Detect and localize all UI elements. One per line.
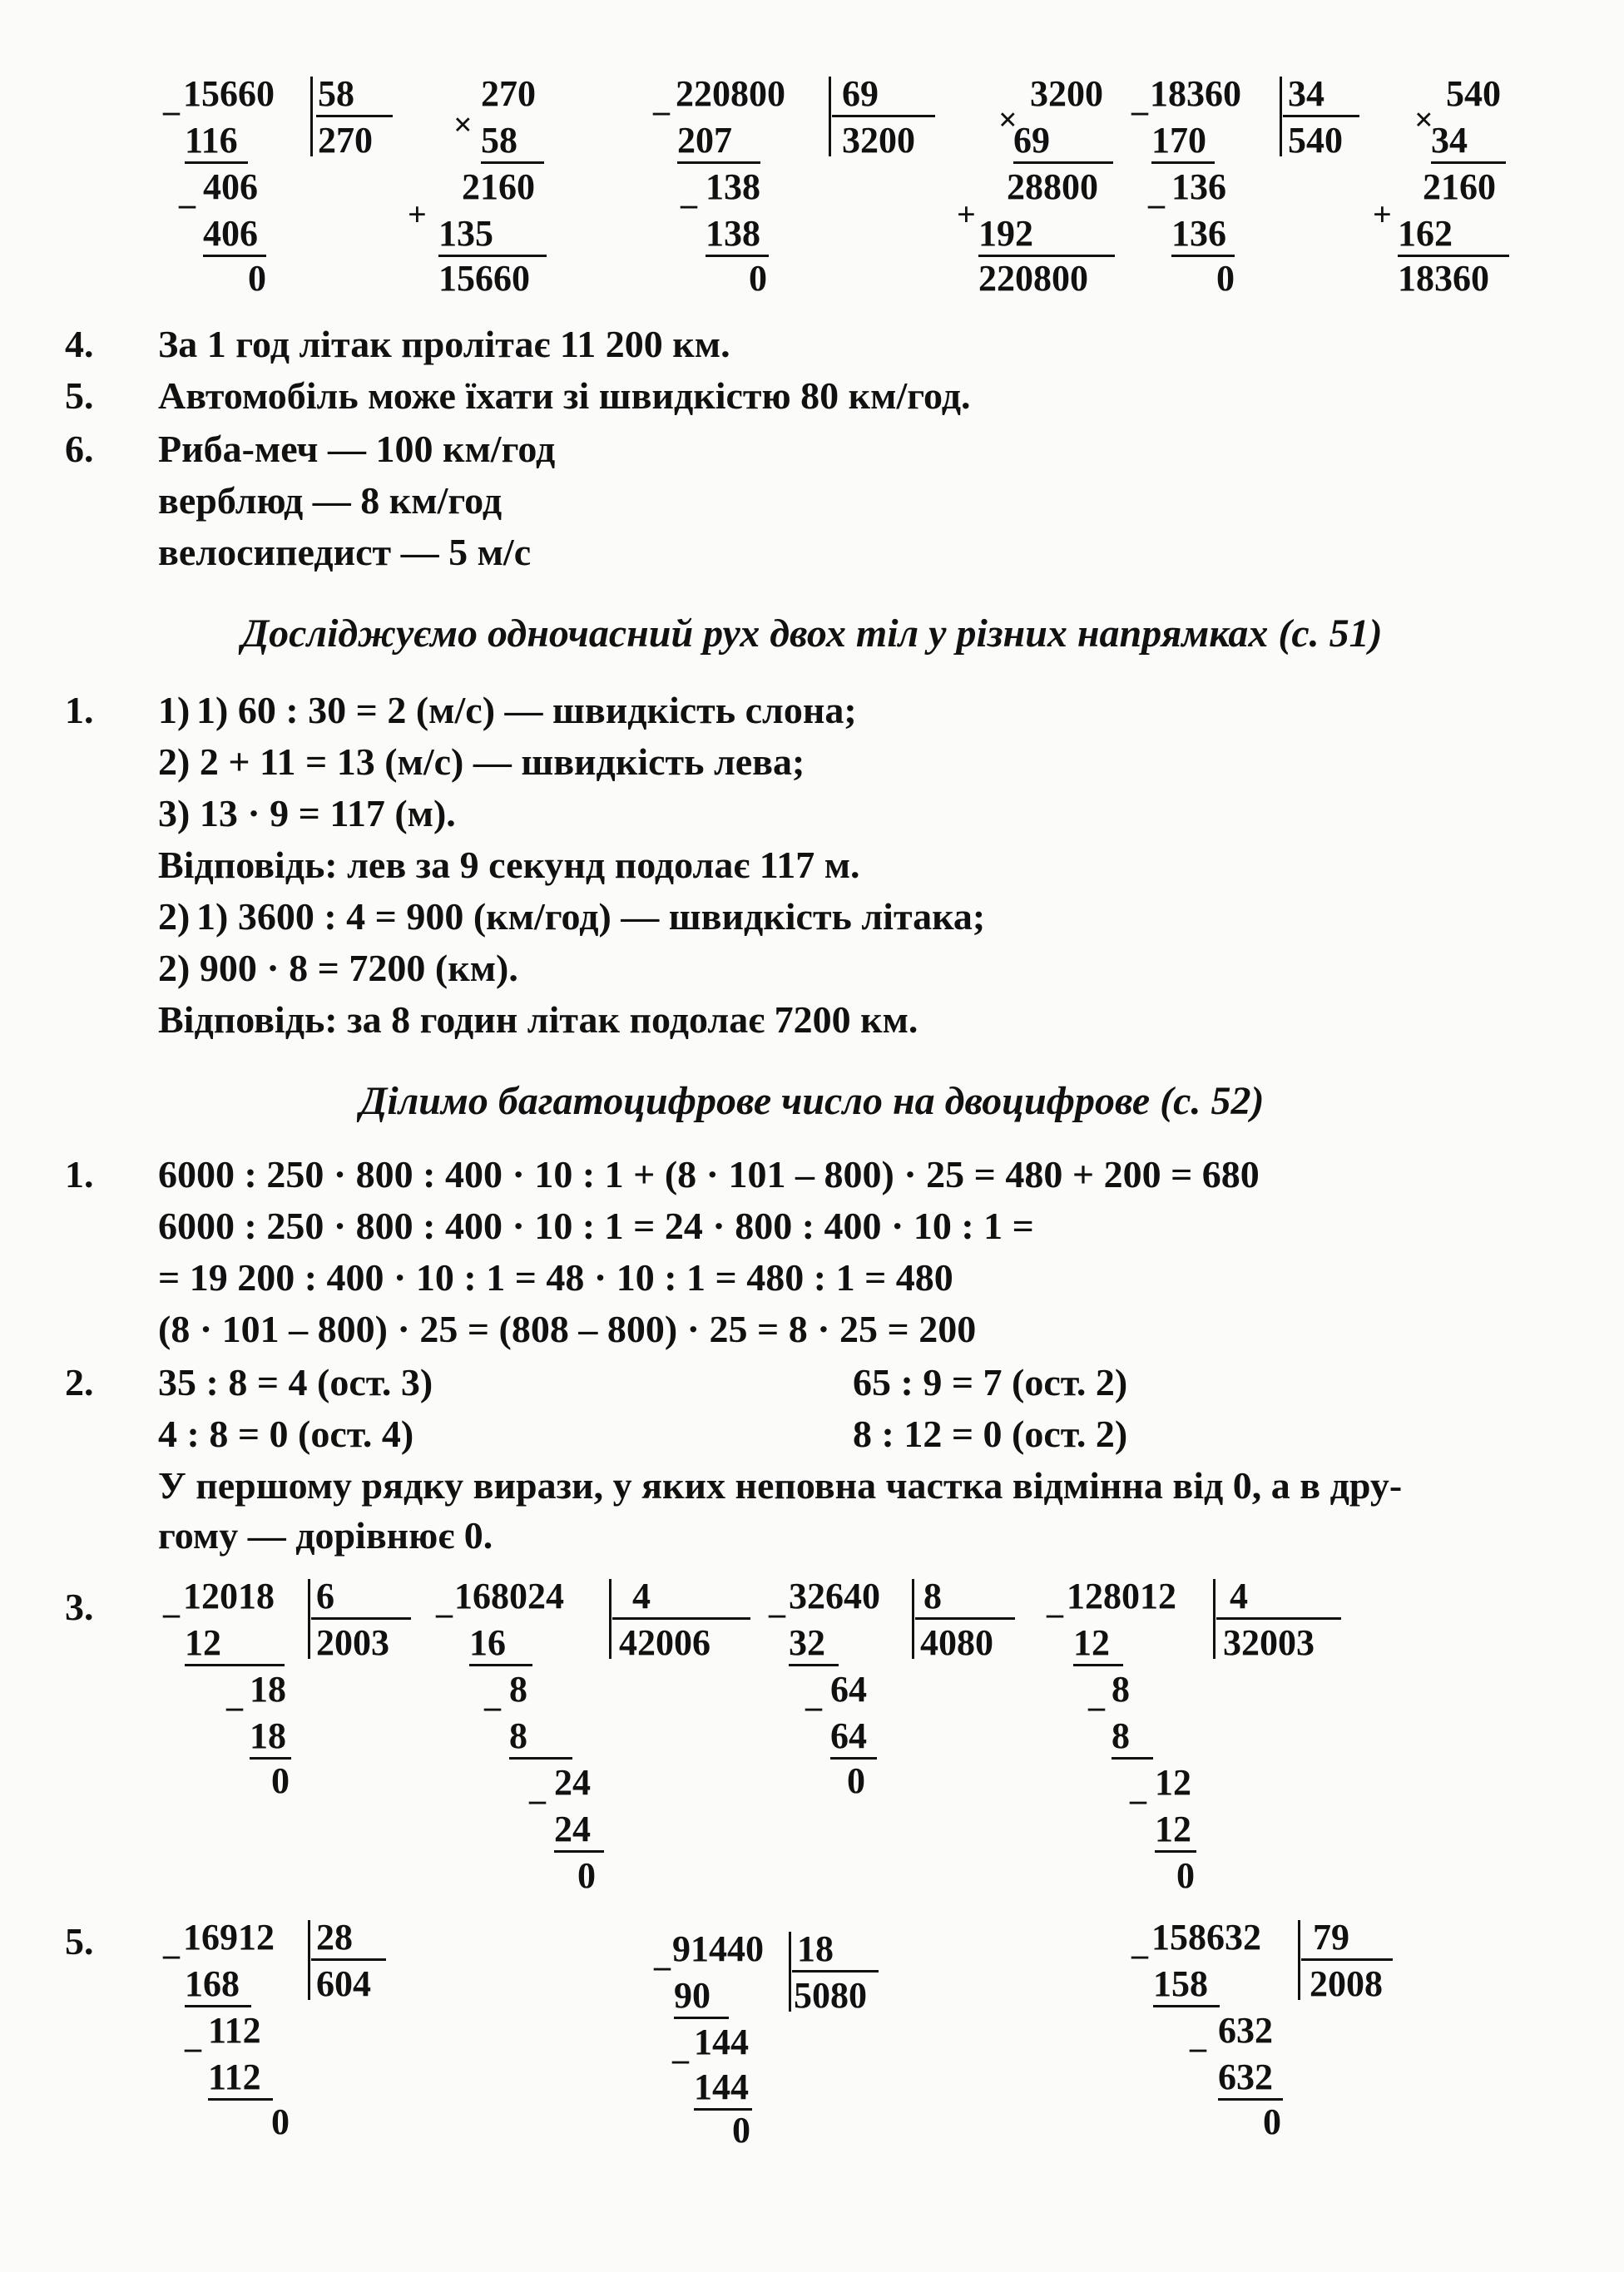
step: 0 xyxy=(1176,1855,1195,1896)
quotient: 604 xyxy=(316,1963,371,2004)
expression-line: 35 : 8 = 4 (ост. 3) xyxy=(158,1361,433,1403)
step: 12 xyxy=(1073,1622,1123,1666)
answer-line: Відповідь: за 8 годин літак подолає 7200 км. xyxy=(158,998,918,1041)
step: 0 xyxy=(732,2110,750,2151)
step: 632 xyxy=(1218,2057,1283,2101)
step: 112 xyxy=(208,2057,273,2101)
item-text: Автомобіль може їхати зі швидкістю 80 км/год. xyxy=(158,374,971,417)
step: 12 xyxy=(1155,1809,1196,1853)
step: 138 xyxy=(706,166,760,207)
step: 0 xyxy=(271,2101,290,2142)
step: 406 xyxy=(203,166,258,207)
step: 144 xyxy=(694,2022,749,2062)
step: 158 xyxy=(1153,1963,1220,2007)
step: 8 xyxy=(1112,1715,1153,1760)
step: 18 xyxy=(250,1715,291,1760)
conclusion-line: гому — дорівнює 0. xyxy=(158,1514,493,1557)
divisor: 34 xyxy=(1288,73,1324,114)
item-number: 4. xyxy=(65,323,94,365)
minus-sign: _ xyxy=(484,1676,501,1714)
expression-line: = 19 200 : 400 · 10 : 1 = 48 · 10 : 1 = 480 : 1 = 480 xyxy=(158,1256,953,1299)
dividend: 158632 xyxy=(1151,1917,1261,1958)
divisor: 28 xyxy=(316,1917,353,1958)
partial-product: 135 xyxy=(438,213,547,257)
part-label: 1) xyxy=(158,689,191,731)
partial-product: 28800 xyxy=(1007,166,1098,207)
dividend: 168024 xyxy=(454,1576,564,1616)
dividend: 15660 xyxy=(183,73,275,114)
minus-sign: _ xyxy=(1190,2017,1206,2055)
minus-sign: _ xyxy=(163,1583,180,1621)
step: 170 xyxy=(1151,120,1215,164)
minus-sign: _ xyxy=(185,2017,201,2055)
step: 0 xyxy=(271,1760,290,1801)
item-text: Риба-меч — 100 км/год xyxy=(158,428,556,470)
minus-sign: _ xyxy=(163,81,180,118)
dividend: 220800 xyxy=(676,73,785,114)
item-number: 5. xyxy=(65,374,94,417)
step: 406 xyxy=(203,213,266,257)
quotient: 2003 xyxy=(316,1622,389,1663)
section-heading: Досліджуємо одночасний рух двох тіл у різних напрямках (с. 51) xyxy=(241,611,1383,656)
multiplicand: 540 xyxy=(1446,73,1501,114)
solution-line: 3) 13 · 9 = 117 (м). xyxy=(158,792,456,834)
minus-sign: _ xyxy=(529,1770,546,1807)
step: 144 xyxy=(694,2067,752,2111)
divisor: 79 xyxy=(1313,1917,1349,1958)
item-number: 1. xyxy=(65,689,94,731)
minus-sign: _ xyxy=(179,174,196,211)
multiplicand: 270 xyxy=(481,73,536,114)
partial-product: 162 xyxy=(1398,213,1509,257)
multiplicand: 3200 xyxy=(1030,73,1103,114)
step: 90 xyxy=(674,1975,729,2019)
minus-sign: _ xyxy=(805,1676,822,1714)
times-sign: × xyxy=(1414,101,1433,138)
quotient: 42006 xyxy=(619,1622,710,1663)
plus-sign: + xyxy=(957,196,976,233)
plus-sign: + xyxy=(1373,196,1392,233)
step: 24 xyxy=(554,1762,591,1803)
expression-line: 8 : 12 = 0 (ост. 2) xyxy=(853,1413,1128,1455)
step: 8 xyxy=(509,1715,572,1760)
step: 116 xyxy=(185,120,248,164)
expression-line: 65 : 9 = 7 (ост. 2) xyxy=(853,1361,1128,1403)
step: 168 xyxy=(185,1963,251,2007)
divisor: 4 xyxy=(632,1576,651,1616)
divisor: 18 xyxy=(797,1928,834,1969)
expression-line: 6000 : 250 · 800 : 400 · 10 : 1 = 24 · 800 : 400 · 10 : 1 = xyxy=(158,1205,1034,1247)
item-number: 3. xyxy=(65,1586,94,1628)
dividend: 18360 xyxy=(1150,73,1241,114)
partial-product: 2160 xyxy=(462,166,535,207)
step: 24 xyxy=(554,1809,604,1853)
quotient: 4080 xyxy=(920,1622,993,1663)
partial-product: 192 xyxy=(978,213,1115,257)
dividend: 91440 xyxy=(672,1928,764,1969)
quotient: 540 xyxy=(1288,120,1343,161)
expression-line: 4 : 8 = 0 (ост. 4) xyxy=(158,1413,414,1455)
divisor: 69 xyxy=(842,73,879,114)
multiplier: 34 xyxy=(1431,120,1506,164)
step: 0 xyxy=(577,1855,596,1896)
item-text: верблюд — 8 км/год xyxy=(158,479,503,522)
expression-line: (8 · 101 – 800) · 25 = (808 – 800) · 25 = 8 · 25 = 200 xyxy=(158,1308,977,1350)
quotient: 5080 xyxy=(794,1975,867,2016)
solution-line: 1) 3600 : 4 = 900 (км/год) — швидкість літака; xyxy=(196,895,986,938)
step: 136 xyxy=(1171,213,1235,257)
product: 18360 xyxy=(1398,258,1489,299)
minus-sign: _ xyxy=(1148,174,1165,211)
minus-sign: _ xyxy=(436,1583,453,1621)
times-sign: × xyxy=(453,106,473,143)
divisor: 6 xyxy=(316,1576,334,1616)
expression-line: 6000 : 250 · 800 : 400 · 10 : 1 + (8 · 101 – 800) · 25 = 480 + 200 = 680 xyxy=(158,1153,1260,1195)
section-heading: Ділимо багатоцифрове число на двоцифрове (с. 52) xyxy=(359,1079,1265,1123)
quotient: 32003 xyxy=(1223,1622,1315,1663)
solution-line: 2) 2 + 11 = 13 (м/с) — швидкість лева; xyxy=(158,740,805,783)
quotient: 3200 xyxy=(842,120,915,161)
step: 632 xyxy=(1218,2010,1273,2051)
divisor: 4 xyxy=(1230,1576,1248,1616)
divisor: 58 xyxy=(318,73,354,114)
divisor: 8 xyxy=(923,1576,942,1616)
step: 8 xyxy=(509,1669,527,1710)
item-text: велосипедист — 5 м/с xyxy=(158,531,532,573)
solution-line: 2) 900 · 8 = 7200 (км). xyxy=(158,947,518,989)
minus-sign: _ xyxy=(226,1676,243,1714)
step: 112 xyxy=(208,2010,261,2051)
minus-sign: _ xyxy=(163,1924,180,1962)
minus-sign: _ xyxy=(654,1936,671,1973)
product: 15660 xyxy=(438,258,530,299)
solution-line: 1) 60 : 30 = 2 (м/с) — швидкість слона; xyxy=(196,689,857,731)
item-number: 5. xyxy=(65,1920,94,1963)
dividend: 32640 xyxy=(789,1576,880,1616)
step: 8 xyxy=(1112,1669,1130,1710)
step: 136 xyxy=(1171,166,1226,207)
multiplier: 58 xyxy=(481,120,544,164)
step: 16 xyxy=(469,1622,532,1666)
step: 207 xyxy=(677,120,760,164)
step: 18 xyxy=(250,1669,286,1710)
step: 0 xyxy=(248,258,266,299)
step: 64 xyxy=(830,1715,877,1760)
step: 12 xyxy=(185,1622,285,1666)
minus-sign: _ xyxy=(1131,81,1148,118)
answer-line: Відповідь: лев за 9 секунд подолає 117 м. xyxy=(158,844,860,886)
step: 138 xyxy=(706,213,769,257)
partial-product: 2160 xyxy=(1423,166,1496,207)
product: 220800 xyxy=(978,258,1088,299)
minus-sign: _ xyxy=(1088,1676,1105,1714)
minus-sign: _ xyxy=(672,2029,689,2067)
multiplier: 69 xyxy=(1013,120,1113,164)
item-number: 1. xyxy=(65,1153,94,1195)
step: 32 xyxy=(789,1622,839,1666)
minus-sign: _ xyxy=(681,174,697,211)
minus-sign: _ xyxy=(653,81,670,118)
item-number: 2. xyxy=(65,1361,94,1403)
quotient: 2008 xyxy=(1310,1963,1383,2004)
minus-sign: _ xyxy=(1130,1770,1146,1807)
dividend: 16912 xyxy=(183,1917,275,1958)
step: 12 xyxy=(1155,1762,1191,1803)
step: 0 xyxy=(847,1760,865,1801)
minus-sign: _ xyxy=(769,1583,785,1621)
item-number: 6. xyxy=(65,428,94,470)
part-label: 2) xyxy=(158,895,191,938)
minus-sign: _ xyxy=(1047,1583,1063,1621)
plus-sign: + xyxy=(408,196,427,233)
times-sign: × xyxy=(998,101,1017,138)
dividend: 12018 xyxy=(183,1576,275,1616)
step: 0 xyxy=(1216,258,1235,299)
item-text: За 1 год літак пролітає 11 200 км. xyxy=(158,323,730,365)
step: 0 xyxy=(749,258,767,299)
step: 0 xyxy=(1263,2101,1281,2142)
conclusion-line: У першому рядку вирази, у яких неповна частка відмінна від 0, а в дру- xyxy=(158,1464,1403,1507)
quotient: 270 xyxy=(318,120,373,161)
dividend: 128012 xyxy=(1067,1576,1176,1616)
step: 64 xyxy=(830,1669,867,1710)
minus-sign: _ xyxy=(1131,1924,1148,1962)
